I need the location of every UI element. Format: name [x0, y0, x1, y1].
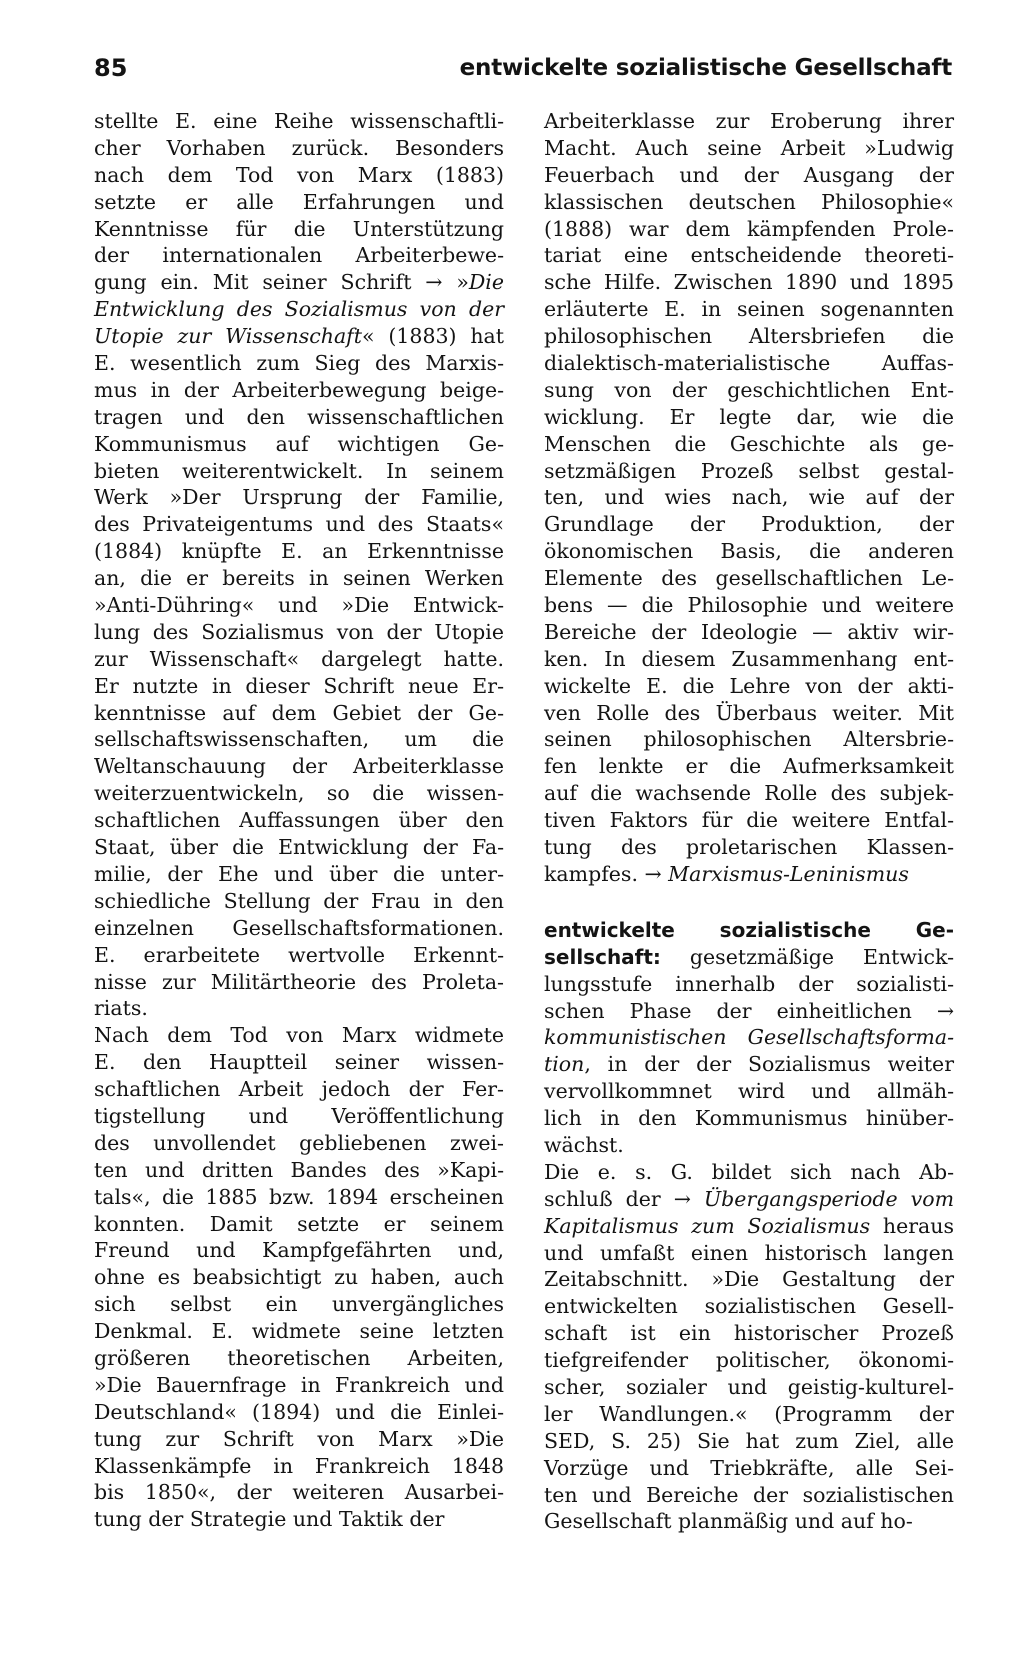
text-run: gesetzmäßige Entwick- — [660, 944, 954, 969]
text-run: lungsstufe innerhalb der sozialisti- — [544, 971, 954, 996]
text-run: Er nutzte in dieser Schrift neue Er- — [94, 673, 504, 698]
text-line — [544, 1401, 954, 1428]
text-run: »Anti-Dühring« und »Die Entwick- — [94, 593, 504, 618]
running-head — [94, 52, 952, 88]
text-line — [94, 753, 504, 780]
text-line — [94, 242, 504, 269]
text-line — [544, 1240, 954, 1267]
text-run: E. den Hauptteil seiner wissen- — [94, 1050, 504, 1075]
text-run: schaftlichen Auffassungen über den — [94, 808, 504, 833]
text-run: des unvollendet gebliebenen zwei- — [94, 1130, 504, 1155]
text-run: entwickelten sozialistischen Gesell- — [544, 1294, 954, 1319]
text-line — [94, 646, 504, 673]
text-run: sellschaftswissenschaften, um die — [94, 727, 504, 752]
text-line — [94, 1372, 504, 1399]
text-line — [94, 189, 504, 216]
text-run: (1888) war dem kämpfenden Prole- — [544, 216, 954, 241]
cross-reference: Die — [468, 270, 504, 295]
text-line — [544, 1508, 954, 1535]
text-run: Nach dem Tod von Marx widmete — [94, 1023, 504, 1048]
text-line — [544, 1159, 954, 1186]
text-line — [544, 1455, 954, 1482]
text-run: Werk »Der Ursprung der Familie, — [94, 485, 504, 510]
text-line — [94, 888, 504, 915]
text-line — [94, 323, 504, 350]
text-run: Bereiche der Ideologie — aktiv wir- — [544, 619, 954, 644]
text-run: tiefgreifender politischer, ökonomi- — [544, 1348, 954, 1373]
text-run: lung des Sozialismus von der Utopie — [94, 619, 504, 644]
cross-reference: Übergangsperiode vom — [703, 1186, 955, 1211]
text-run: seinen philosophischen Altersbrie- — [544, 727, 954, 752]
text-line — [544, 511, 954, 538]
text-line — [94, 1184, 504, 1211]
text-run: klassischen deutschen Philosophie« — [544, 189, 954, 214]
text-run: größeren theoretischen Arbeiten, — [94, 1345, 504, 1370]
text-line — [544, 726, 954, 753]
text-run: bieten weiterentwickelt. In seinem — [94, 458, 504, 483]
text-run: Vorzüge und Triebkräfte, alle Sei- — [544, 1455, 954, 1480]
text-line — [94, 1345, 504, 1372]
text-line — [94, 861, 504, 888]
text-line — [94, 1426, 504, 1453]
text-line — [94, 1157, 504, 1184]
text-run: ken. In diesem Zusammenhang ent- — [544, 646, 954, 671]
text-run: tiven Faktors für die weitere Entfal- — [544, 808, 954, 833]
cross-reference: Entwicklung des Sozialismus von der — [94, 297, 504, 322]
text-line — [94, 592, 504, 619]
text-line — [544, 673, 954, 700]
text-run: stellte E. eine Reihe wissenschaftli- — [94, 109, 504, 133]
text-run: einzelnen Gesellschaftsformationen. — [94, 915, 504, 940]
text-run: schaft ist ein historischer Prozeß — [544, 1321, 954, 1346]
text-run: wächst. — [544, 1132, 624, 1157]
text-line — [544, 917, 954, 944]
entry-headword: sellschaft: — [544, 944, 661, 969]
text-run: Gesellschaft planmäßig und auf ho- — [544, 1509, 913, 1534]
text-run: Feuerbach und der Ausgang der — [544, 162, 954, 187]
text-line — [94, 619, 504, 646]
text-line — [544, 1482, 954, 1509]
text-run: ten und Bereiche der sozialistischen — [544, 1482, 954, 1507]
text-run: « (1883) hat — [362, 324, 504, 349]
text-run: mus in der Arbeiterbewegung beige- — [94, 377, 504, 402]
text-line — [544, 296, 954, 323]
text-run: ohne es beabsichtigt zu haben, auch — [94, 1265, 504, 1290]
text-run: riats. — [94, 996, 148, 1021]
text-run: tigstellung und Veröffentlichung — [94, 1103, 504, 1128]
text-line — [94, 350, 504, 377]
text-line — [544, 1347, 954, 1374]
running-title: entwickelte sozialistische Gesellschaft — [459, 55, 952, 81]
text-line — [94, 673, 504, 700]
text-line — [544, 1293, 954, 1320]
text-run: und umfaßt einen historisch langen — [544, 1240, 954, 1265]
text-line — [94, 780, 504, 807]
text-run: Kommunismus auf wichtigen Ge- — [94, 431, 504, 456]
text-run: auf die wachsende Rolle des subjek- — [544, 781, 954, 806]
text-line — [544, 162, 954, 189]
text-line — [544, 458, 954, 485]
text-line — [544, 1374, 954, 1401]
text-line — [544, 1024, 954, 1051]
text-line — [544, 189, 954, 216]
text-run: zur Wissenschaft« dargelegt hatte. — [94, 646, 504, 671]
text-line — [544, 807, 954, 834]
entry-headword: entwickelte sozialistische Ge- — [544, 917, 954, 942]
text-run: E. erarbeitete wertvolle Erkennt- — [94, 942, 504, 967]
text-run: Menschen die Geschichte als ge- — [544, 431, 954, 456]
text-line — [544, 592, 954, 619]
cross-reference: Utopie zur Wissenschaft — [94, 324, 362, 349]
cross-reference: kommunistischen Gesellschaftsforma- — [544, 1025, 954, 1050]
text-run: kampfes. → — [544, 861, 669, 886]
text-line — [544, 242, 954, 269]
text-run: vervollkommnet wird und allmäh- — [544, 1079, 954, 1104]
text-line — [94, 1399, 504, 1426]
text-line — [94, 108, 504, 135]
text-run: Die e. s. G. bildet sich nach Ab- — [544, 1159, 954, 1184]
text-run: SED, S. 25) Sie hat zum Ziel, alle — [544, 1428, 954, 1453]
text-line — [544, 484, 954, 511]
text-run: tragen und den wissenschaftlichen — [94, 404, 504, 429]
text-line — [94, 538, 504, 565]
text-run: Arbeiterklasse zur Eroberung ihrer — [544, 109, 954, 133]
text-run: der internationalen Arbeiterbewe- — [94, 243, 504, 268]
text-line — [94, 1130, 504, 1157]
text-line — [94, 1103, 504, 1130]
text-run: bis 1850«, der weiteren Ausarbei- — [94, 1480, 504, 1505]
text-line — [94, 969, 504, 996]
text-line — [94, 404, 504, 431]
text-run: Elemente des gesellschaftlichen Le- — [544, 566, 954, 591]
text-run: schluß der → — [544, 1186, 704, 1211]
text-run: ten, und wies nach, wie auf der — [544, 485, 954, 510]
text-run: ökonomischen Basis, die anderen — [544, 539, 954, 564]
text-run: Freund und Kampfgefährten und, — [94, 1238, 504, 1263]
text-line — [94, 995, 504, 1022]
text-line — [94, 700, 504, 727]
text-line — [94, 1453, 504, 1480]
cross-reference: tion — [544, 1052, 585, 1077]
text-line — [94, 915, 504, 942]
text-run: Deutschland« (1894) und die Einlei- — [94, 1399, 504, 1424]
text-run: Zeitabschnitt. »Die Gestaltung der — [544, 1267, 954, 1292]
text-run: scher, sozialer und geistig-kulturel- — [544, 1374, 954, 1399]
text-run: heraus — [870, 1213, 954, 1238]
text-run: konnten. Damit setzte er seinem — [94, 1211, 504, 1236]
text-line — [544, 998, 954, 1025]
text-line — [544, 538, 954, 565]
entry-entwickelte-sozialistische-gesellschaft — [544, 917, 954, 1535]
text-line — [544, 1105, 954, 1132]
text-line — [544, 1078, 954, 1105]
text-run: wicklung. Er legte dar, wie die — [544, 404, 954, 429]
text-run: schiedliche Stellung der Frau in den — [94, 888, 504, 913]
text-line — [544, 700, 954, 727]
text-run: sich selbst ein unvergängliches — [94, 1292, 504, 1317]
text-run: wickelte E. die Lehre von der akti- — [544, 673, 954, 698]
text-line — [94, 1318, 504, 1345]
text-run: sche Hilfe. Zwischen 1890 und 1895 — [544, 270, 954, 295]
text-run: Macht. Auch seine Arbeit »Ludwig — [544, 135, 954, 160]
text-line — [94, 269, 504, 296]
page-number: 85 — [94, 54, 128, 82]
text-line — [544, 971, 954, 998]
text-line — [544, 404, 954, 431]
text-run: tals«, die 1885 bzw. 1894 erscheinen — [94, 1184, 504, 1209]
text-run: milie, der Ehe und über die unter- — [94, 861, 504, 886]
left-column — [94, 108, 504, 1533]
text-line — [94, 296, 504, 323]
text-line — [544, 1213, 954, 1240]
text-line — [94, 162, 504, 189]
text-line — [544, 1186, 954, 1213]
text-run: setzte er alle Erfahrungen und — [94, 189, 504, 214]
text-line — [544, 269, 954, 296]
text-line — [94, 431, 504, 458]
text-run: des Privateigentums und des Staats« — [94, 512, 504, 537]
text-line — [94, 1211, 504, 1238]
text-line — [544, 565, 954, 592]
text-line — [94, 1076, 504, 1103]
text-run: E. wesentlich zum Sieg des Marxis- — [94, 351, 504, 376]
text-run: kenntnisse auf dem Gebiet der Ge- — [94, 700, 504, 725]
text-line — [94, 834, 504, 861]
text-run: (1884) knüpfte E. an Erkenntnisse — [94, 539, 504, 564]
text-run: gung ein. Mit seiner Schrift → » — [94, 270, 469, 295]
text-run: erläuterte E. in seinen sogenannten — [544, 297, 954, 322]
text-line — [94, 1049, 504, 1076]
text-run: schaftlichen Arbeit jedoch der Fer- — [94, 1077, 504, 1102]
text-line — [544, 944, 954, 971]
text-run: cher Vorhaben zurück. Besonders — [94, 135, 504, 160]
text-line — [544, 753, 954, 780]
text-run: philosophischen Altersbriefen die — [544, 324, 954, 349]
right-column — [544, 108, 954, 1535]
text-line — [94, 565, 504, 592]
text-run: ven Rolle des Überbaus weiter. Mit — [544, 700, 954, 725]
text-line — [94, 942, 504, 969]
text-line — [544, 1428, 954, 1455]
text-line — [544, 834, 954, 861]
text-line — [544, 1320, 954, 1347]
text-line — [94, 1291, 504, 1318]
text-run: ler Wandlungen.« (Programm der — [544, 1401, 954, 1426]
text-line — [544, 646, 954, 673]
text-line — [94, 484, 504, 511]
text-line — [544, 377, 954, 404]
text-line — [94, 1506, 504, 1533]
text-line — [94, 377, 504, 404]
text-line — [94, 511, 504, 538]
text-run: tung des proletarischen Klassen- — [544, 835, 954, 860]
text-run: Kenntnisse für die Unterstützung — [94, 216, 504, 241]
text-run: tung zur Schrift von Marx »Die — [94, 1426, 504, 1451]
text-run: schen Phase der einheitlichen → — [544, 998, 954, 1023]
text-line — [94, 1264, 504, 1291]
text-run: an, die er bereits in seinen Werken — [94, 566, 504, 591]
text-run: nach dem Tod von Marx (1883) — [94, 162, 504, 187]
text-line — [544, 323, 954, 350]
text-line — [544, 780, 954, 807]
text-run: nisse zur Militärtheorie des Proleta- — [94, 969, 504, 994]
text-run: Staat, über die Entwicklung der Fa- — [94, 835, 504, 860]
text-line — [544, 1051, 954, 1078]
text-run: ten und dritten Bandes des »Kapi- — [94, 1157, 504, 1182]
text-line — [94, 726, 504, 753]
text-run: tariat eine entscheidende theoreti- — [544, 243, 954, 268]
cross-reference: Marxismus-Leninismus — [668, 861, 909, 886]
text-line — [544, 1266, 954, 1293]
text-run: Denkmal. E. widmete seine letzten — [94, 1319, 504, 1344]
text-run: Klassenkämpfe in Frankreich 1848 — [94, 1453, 504, 1478]
text-line — [94, 1022, 504, 1049]
entry-separator — [544, 888, 954, 917]
text-run: tung der Strategie und Taktik der — [94, 1507, 445, 1532]
text-line — [94, 807, 504, 834]
text-line — [544, 135, 954, 162]
text-run: setzmäßigen Prozeß selbst gestal- — [544, 458, 954, 483]
text-run: sung von der geschichtlichen Ent- — [544, 377, 954, 402]
text-run: weiterzuentwickeln, so die wissen- — [94, 781, 504, 806]
text-line — [94, 135, 504, 162]
text-line — [544, 108, 954, 135]
text-line — [544, 619, 954, 646]
text-line — [544, 350, 954, 377]
engels-entry-continuation — [544, 108, 954, 888]
text-run: dialektisch-materialistische Auffas- — [544, 351, 954, 376]
text-run: »Die Bauernfrage in Frankreich und — [94, 1372, 504, 1397]
text-line — [544, 431, 954, 458]
text-run: bens — die Philosophie und weitere — [544, 593, 954, 618]
text-run: , in der der Sozialismus weiter — [584, 1052, 954, 1077]
text-line — [94, 1237, 504, 1264]
text-run: Grundlage der Produktion, der — [544, 512, 954, 537]
text-line — [544, 1132, 954, 1159]
cross-reference: Kapitalismus zum Sozialismus — [544, 1213, 871, 1238]
text-line — [544, 861, 954, 888]
text-line — [544, 216, 954, 243]
text-run: lich in den Kommunismus hinüber- — [544, 1106, 954, 1131]
text-line — [94, 1479, 504, 1506]
text-run: fen lenkte er die Aufmerksamkeit — [544, 754, 954, 779]
text-line — [94, 458, 504, 485]
text-line — [94, 216, 504, 243]
text-run: Weltanschauung der Arbeiterklasse — [94, 754, 504, 779]
